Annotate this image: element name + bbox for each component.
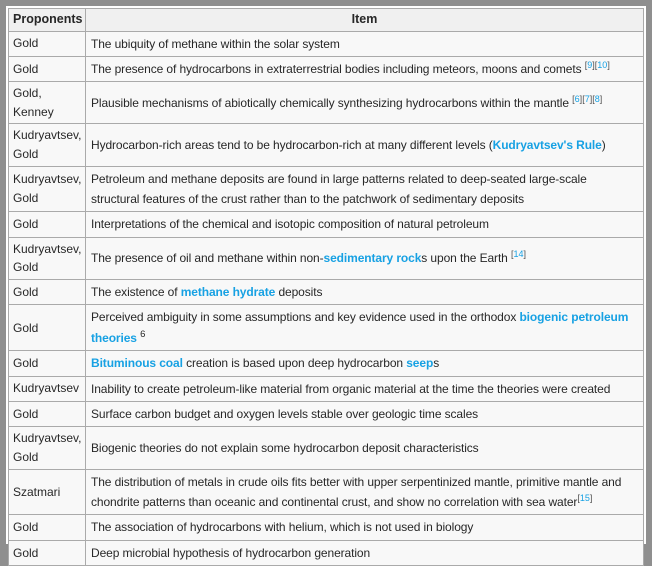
ref-number[interactable]: 15: [579, 492, 590, 503]
proponents-cell: Szatmari: [9, 469, 86, 515]
item-cell: Petroleum and methane deposits are found in large patterns related to deep-seated large-scale structural features of the crust rather than to the patchwork of sedimentary deposits: [86, 166, 644, 212]
item-cell: Deep microbial hypothesis of hydrocarbon generation: [86, 540, 644, 565]
proponents-cell: Gold, Kenney: [9, 82, 86, 124]
ref-number[interactable]: 9: [587, 59, 593, 70]
ref-bracket: [: [582, 93, 585, 104]
item-cell: Plausible mechanisms of abiotically chemically synthesizing hydrocarbons within the mantle [6][7][8]: [86, 82, 644, 124]
wiki-link[interactable]: sedimentary rock: [323, 251, 422, 266]
ref-bracket: [: [572, 93, 575, 104]
ref-bracket: ]: [523, 249, 527, 260]
table-row: [9, 540, 644, 565]
item-cell: The ubiquity of methane within the solar system: [86, 31, 644, 56]
item-cell: Inability to create petroleum-like material from organic material at the time the theories were created: [86, 376, 644, 401]
table-body: [9, 31, 644, 566]
table-row: [9, 31, 644, 56]
table-row: [9, 351, 644, 376]
proponents-cell: Gold: [9, 540, 86, 565]
column-header-item: Item: [86, 9, 644, 32]
wiki-link[interactable]: biogenic petroleum theories: [91, 310, 629, 345]
page-background: [6, 6, 646, 560]
table-row: [9, 212, 644, 237]
proponents-cell: Gold: [9, 305, 86, 351]
proponents-cell: Gold: [9, 31, 86, 56]
table-row: [9, 82, 644, 124]
ref-bracket: [: [577, 492, 580, 503]
ref-bracket: [: [511, 249, 514, 260]
proponents-cell: Gold: [9, 401, 86, 426]
ref-number[interactable]: 7: [584, 93, 590, 104]
item-cell: Interpretations of the chemical and isotopic composition of natural petroleum: [86, 212, 644, 237]
proponents-cell: Gold: [9, 351, 86, 376]
ref-bracket: ]: [589, 492, 593, 503]
item-cell: The distribution of metals in crude oils fits better with upper serpentinized mantle, primitive mantle and chondrite patterns than oceanic and continental crust, and show no correlation with sea water[15]: [86, 469, 644, 515]
proponents-cell: Kudryavtsev, Gold: [9, 237, 86, 279]
ref-bracket: ]: [592, 59, 595, 70]
proponents-cell: Kudryavtsev: [9, 376, 86, 401]
ref-number[interactable]: 6: [574, 93, 580, 104]
wiki-link[interactable]: Bituminous coal: [91, 356, 183, 371]
table-row: [9, 427, 644, 469]
item-cell: The association of hydrocarbons with helium, which is not used in biology: [86, 515, 644, 540]
item-cell: Bituminous coal creation is based upon deep hydrocarbon seeps: [86, 351, 644, 376]
table-row: [9, 515, 644, 540]
ref-number[interactable]: 8: [594, 93, 600, 104]
table-row: [9, 124, 644, 166]
table-row: [9, 305, 644, 351]
proponents-item-table: [8, 8, 644, 566]
ref-number[interactable]: 10: [597, 59, 608, 70]
item-cell: Perceived ambiguity in some assumptions and key evidence used in the orthodox biogenic petroleum theories $^6$: [86, 305, 644, 351]
ref-bracket: [: [584, 59, 588, 70]
item-cell: Hydrocarbon-rich areas tend to be hydrocarbon-rich at many different levels (Kudryavtsev's Rule): [86, 124, 644, 166]
item-cell: The presence of oil and methane within non-sedimentary rocks upon the Earth [14]: [86, 237, 644, 279]
table-row: [9, 166, 644, 212]
ref-bracket: ]: [579, 93, 583, 104]
citation-ref[interactable]: [577, 493, 592, 503]
proponents-cell: Kudryavtsev, Gold: [9, 427, 86, 469]
table-row: [9, 376, 644, 401]
ref-bracket: ]: [589, 93, 593, 104]
proponents-cell: Gold: [9, 56, 86, 81]
wiki-link[interactable]: methane hydrate: [180, 285, 276, 300]
wiki-link[interactable]: Kudryavtsev's Rule: [492, 137, 602, 152]
item-cell: The existence of methane hydrate deposits: [86, 280, 644, 305]
proponents-cell: Gold: [9, 280, 86, 305]
note-superscript: 6: [140, 328, 146, 340]
item-cell: The presence of hydrocarbons in extraterrestrial bodies including meteors, moons and comets [9][10]: [86, 56, 644, 81]
table-row: [9, 401, 644, 426]
citation-ref[interactable]: [572, 94, 602, 104]
citation-ref[interactable]: [511, 249, 526, 259]
wiki-link[interactable]: seep: [406, 356, 434, 371]
column-header-proponents: Proponents: [9, 9, 86, 32]
table-row: [9, 280, 644, 305]
header-row: [9, 9, 644, 32]
proponents-cell: Gold: [9, 515, 86, 540]
ref-bracket: [: [592, 93, 595, 104]
ref-number[interactable]: 14: [513, 249, 524, 260]
proponents-cell: Gold: [9, 212, 86, 237]
table-row: [9, 469, 644, 515]
ref-bracket: ]: [599, 93, 603, 104]
ref-bracket: ]: [607, 59, 610, 70]
table-row: [9, 237, 644, 279]
ref-bracket: [: [594, 59, 598, 70]
item-cell: Biogenic theories do not explain some hydrocarbon deposit characteristics: [86, 427, 644, 469]
table-row: [9, 56, 644, 81]
proponents-cell: Kudryavtsev, Gold: [9, 166, 86, 212]
item-cell: Surface carbon budget and oxygen levels stable over geologic time scales: [86, 401, 644, 426]
proponents-cell: Kudryavtsev, Gold: [9, 124, 86, 166]
citation-ref[interactable]: [585, 60, 610, 70]
